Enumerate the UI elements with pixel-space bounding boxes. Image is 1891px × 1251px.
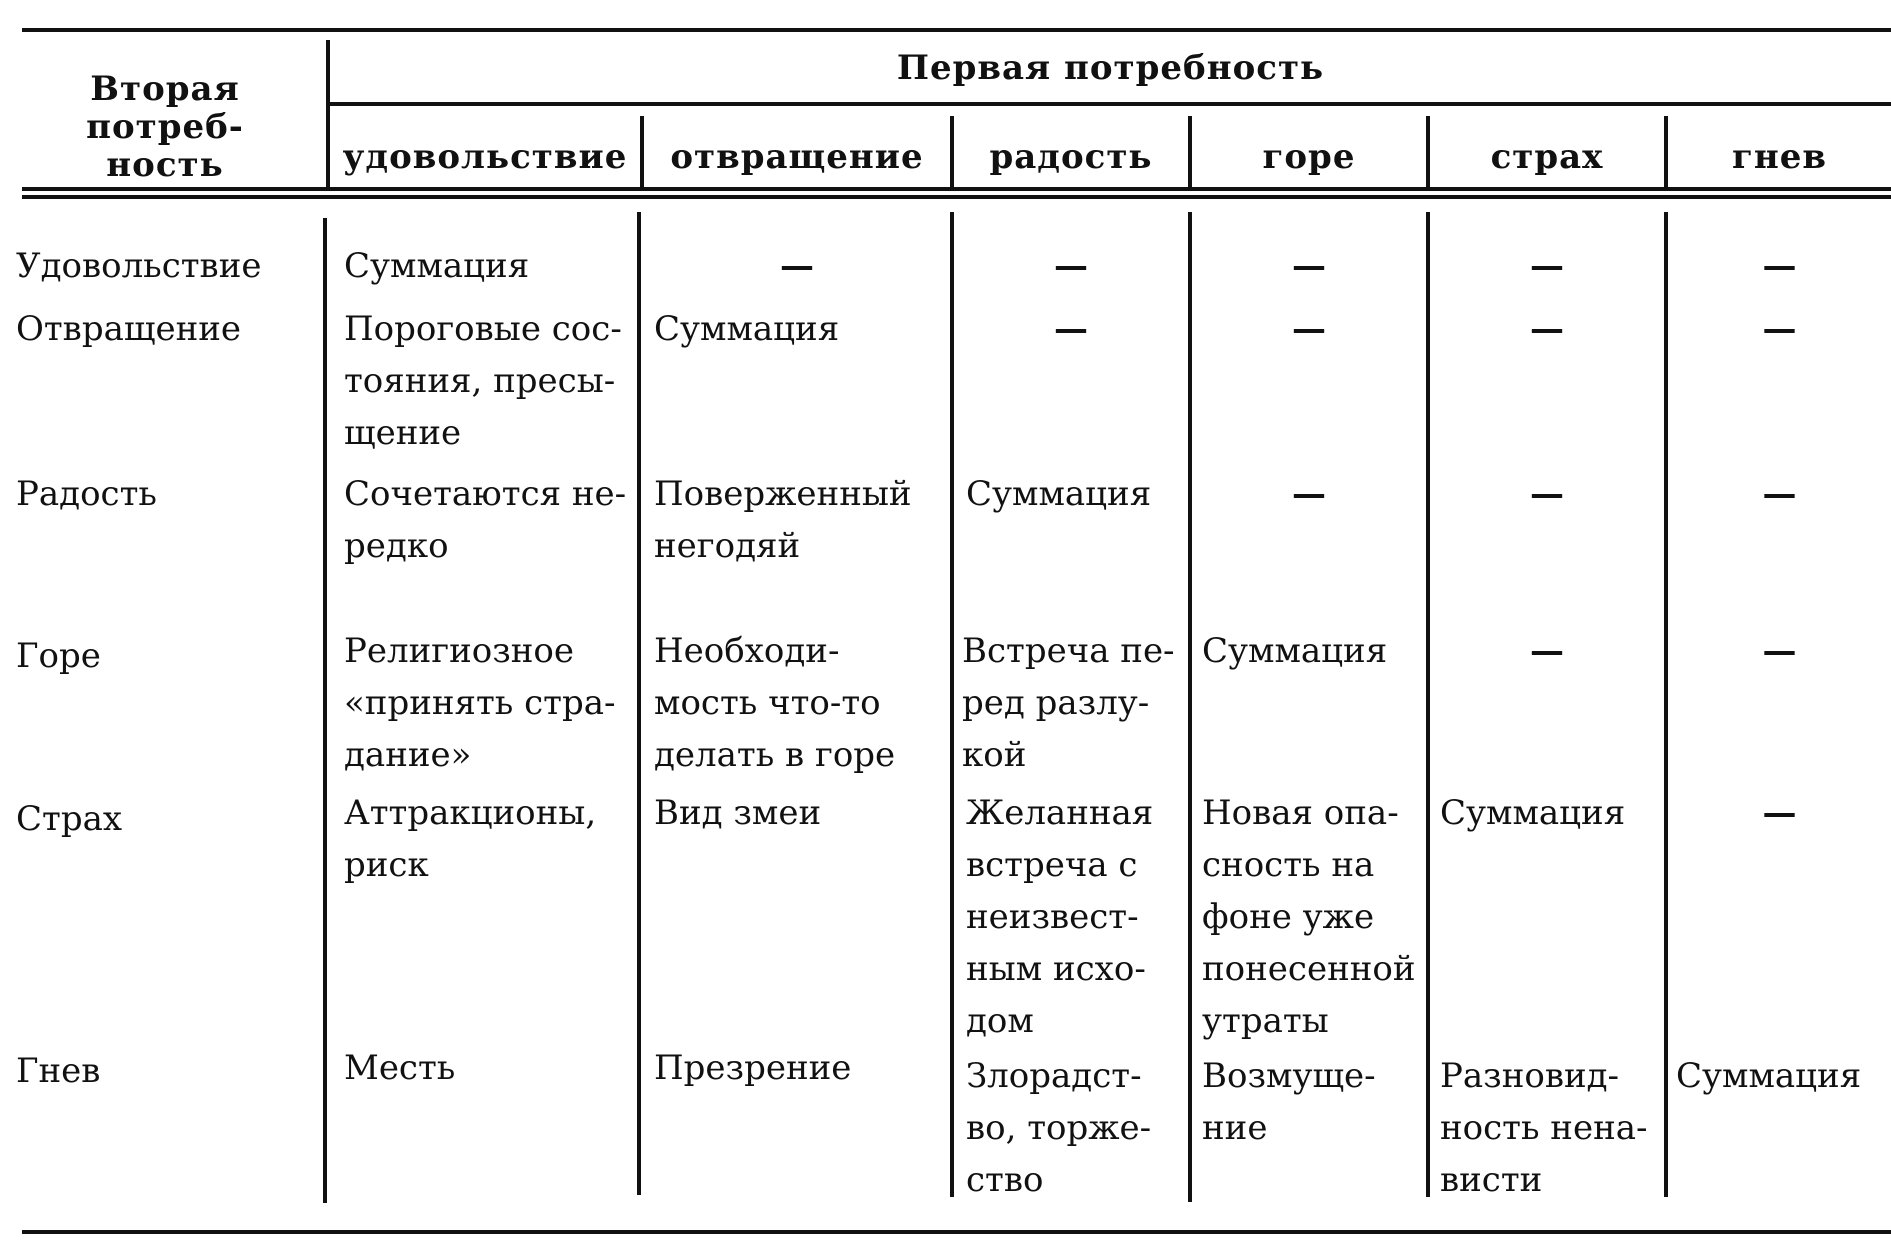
column-header-otvrashchenie: отвращение xyxy=(670,137,924,177)
cell-r0-c4: — xyxy=(1530,246,1564,286)
column-header-strakh: страх xyxy=(1490,137,1604,177)
row-label-radost: Радость xyxy=(16,474,157,514)
cell-r0-c0: Суммация xyxy=(344,246,530,286)
cell-r3-c3: Суммация xyxy=(1202,631,1388,671)
cell-r1-c2: — xyxy=(1054,309,1088,349)
cell-r2-c5: — xyxy=(1762,474,1797,514)
top-rule xyxy=(22,28,1891,32)
cell-r0-c1: — xyxy=(780,246,814,286)
group-header-rule xyxy=(330,102,1891,106)
column-header-udovolstvie: удовольствие xyxy=(342,137,628,177)
body-vline-1 xyxy=(637,212,641,1195)
cell-r3-c2: Встреча пе- ред разлу- кой xyxy=(962,631,1175,775)
cell-r4-c4: Суммация xyxy=(1440,793,1626,833)
group-header: Первая потребность xyxy=(896,48,1325,88)
cell-r4-c2: Желанная встреча с неизвест- ным исхо- дом xyxy=(966,793,1154,1041)
column-header-radost: радость xyxy=(989,137,1153,177)
row-label-gore: Горе xyxy=(16,636,101,676)
stub-header: Вторая потреб- ность xyxy=(86,69,244,185)
cell-r4-c0: Аттракционы, риск xyxy=(344,793,597,885)
body-vline-3 xyxy=(1188,212,1192,1202)
body-vline-5 xyxy=(1664,212,1668,1197)
cell-r3-c5: — xyxy=(1762,631,1797,671)
cell-r5-c1: Презрение xyxy=(654,1048,852,1088)
cell-r1-c4: — xyxy=(1530,309,1564,349)
cell-r0-c5: — xyxy=(1762,246,1797,286)
cell-r2-c2: Суммация xyxy=(966,474,1152,514)
cell-r1-c5: — xyxy=(1762,309,1797,349)
cell-r2-c0: Сочетаются не- редко xyxy=(344,474,627,566)
row-label-gnev: Гнев xyxy=(16,1051,101,1091)
cell-r0-c2: — xyxy=(1054,246,1088,286)
cell-r4-c3: Новая опа- сность на фоне уже понесенной утраты xyxy=(1202,793,1416,1041)
column-header-gore: горе xyxy=(1262,137,1356,177)
cell-r5-c5: Суммация xyxy=(1676,1056,1862,1096)
cell-r2-c3: — xyxy=(1292,474,1326,514)
cell-r0-c3: — xyxy=(1292,246,1326,286)
cell-r4-c1: Вид змеи xyxy=(654,793,822,833)
cell-r3-c1: Необходи- мость что-то делать в горе xyxy=(654,631,896,775)
cell-r1-c3: — xyxy=(1292,309,1326,349)
header-double-rule-2 xyxy=(22,195,1891,199)
cell-r2-c4: — xyxy=(1530,474,1564,514)
column-header-gnev: гнев xyxy=(1732,137,1827,177)
cell-r1-c0: Пороговые сос- тояния, пресы- щение xyxy=(344,309,622,453)
cell-r4-c5: — xyxy=(1762,793,1797,833)
body-vline-4 xyxy=(1426,212,1430,1197)
cell-r5-c3: Возмуще- ние xyxy=(1202,1056,1376,1148)
cell-r3-c0: Религиозное «принять стра- дание» xyxy=(344,631,616,775)
row-label-udovolstvie: Удовольствие xyxy=(16,246,262,286)
bottom-rule xyxy=(22,1230,1891,1234)
cell-r5-c0: Месть xyxy=(344,1048,456,1088)
cell-r1-c1: Суммация xyxy=(654,309,840,349)
header-double-rule-1 xyxy=(22,187,1891,191)
cell-r2-c1: Поверженный негодяй xyxy=(654,474,912,566)
cell-r5-c4: Разновид- ность нена- висти xyxy=(1440,1056,1648,1200)
body-vline-2 xyxy=(950,212,954,1197)
body-vline-stub xyxy=(323,218,327,1203)
cell-r5-c2: Злорадст- во, торже- ство xyxy=(966,1056,1152,1200)
cell-r3-c4: — xyxy=(1530,631,1564,671)
row-label-otvrashchenie: Отвращение xyxy=(16,309,242,349)
row-label-strakh: Страх xyxy=(16,799,123,839)
